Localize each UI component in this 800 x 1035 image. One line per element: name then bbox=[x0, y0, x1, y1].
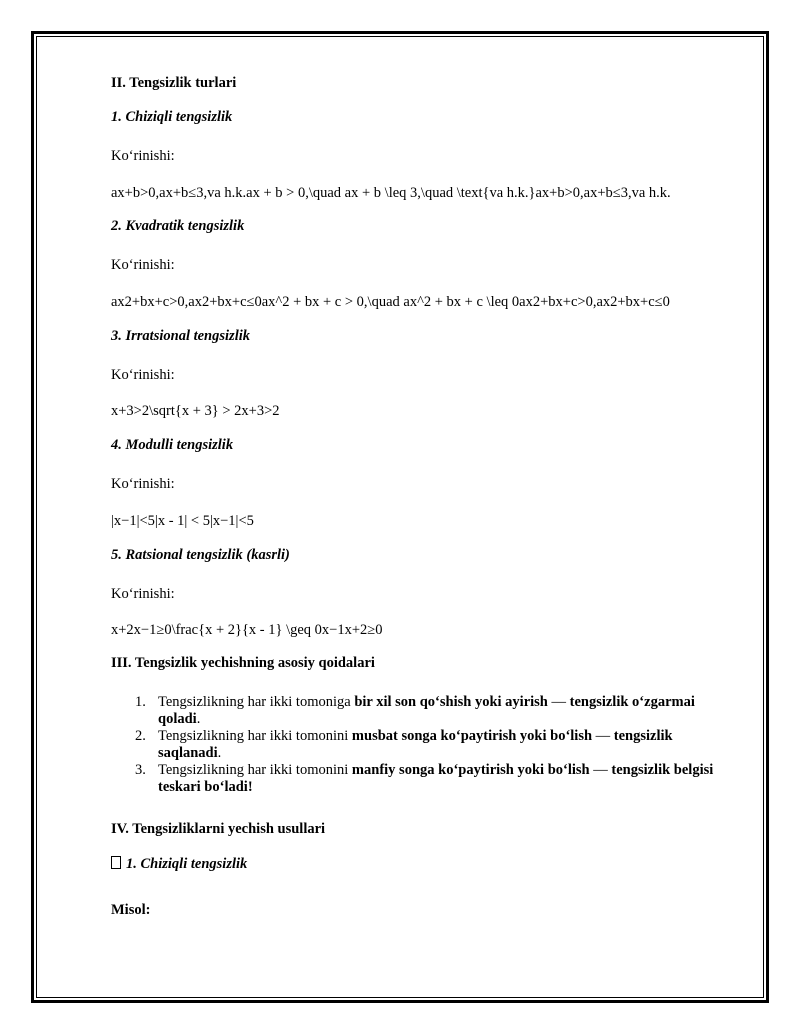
rule-result: tengsizlik o‘zgarmai qoladi bbox=[158, 694, 695, 727]
type-3-label: Ko‘rinishi: bbox=[111, 367, 175, 383]
section-2-heading: II. Tengsizlik turlari bbox=[111, 75, 237, 91]
rule-text: Tengsizlikning har ikki tomoniga bbox=[158, 694, 355, 710]
type-5-title: 5. Ratsional tengsizlik (kasrli) bbox=[111, 547, 290, 563]
rule-emphasis: manfiy songa ko‘paytirish yoki bo‘lish bbox=[351, 762, 590, 778]
type-3-formula: x+3>2\sqrt{x + 3} > 2x+3>2 bbox=[111, 403, 280, 419]
type-1-label: Ko‘rinishi: bbox=[111, 148, 175, 164]
type-4-title: 4. Modulli tengsizlik bbox=[111, 437, 234, 453]
example-label: Misol: bbox=[111, 902, 151, 918]
rule-dash: — bbox=[547, 694, 570, 710]
type-1-formula: ax+b>0,ax+b≤3,va h.k.ax + b > 0,\quad ax + b \leq 3,\quad \text{va h.k.}ax+b>0,ax+b≤3,va h.k. bbox=[111, 185, 671, 201]
rule-number: 2. bbox=[135, 728, 146, 744]
rule-dash: — bbox=[592, 728, 614, 744]
box-icon bbox=[111, 856, 121, 869]
type-5-formula: x+2x−1≥0\frac{x + 2}{x - 1} \geq 0x−1x+2≥0 bbox=[111, 622, 383, 638]
type-4-label: Ko‘rinishi: bbox=[111, 476, 175, 492]
type-1-title: 1. Chiziqli tengsizlik bbox=[111, 109, 233, 125]
rule-emphasis: musbat songa ko‘paytirish yoki bo‘lish bbox=[351, 728, 593, 744]
method-1-title-text: 1. Chiziqli tengsizlik bbox=[126, 856, 248, 872]
type-2-title: 2. Kvadratik tengsizlik bbox=[111, 218, 245, 234]
rule-result: tengsizlik belgisi teskari bo‘ladi! bbox=[158, 762, 714, 795]
rule-result: tengsizlik saqlanadi bbox=[158, 728, 673, 761]
section-4-heading: IV. Tengsizliklarni yechish usullari bbox=[111, 821, 326, 837]
rule-item bbox=[111, 694, 731, 728]
section-3-heading: III. Tengsizlik yechishning asosiy qoidalari bbox=[111, 655, 375, 671]
rule-end: . bbox=[217, 745, 222, 761]
rule-number: 3. bbox=[135, 762, 146, 778]
type-2-label: Ko‘rinishi: bbox=[111, 257, 175, 273]
rule-text: Tengsizlikning har ikki tomonini bbox=[158, 762, 352, 778]
rule-end: . bbox=[196, 711, 201, 727]
rule-item bbox=[111, 728, 731, 762]
type-3-title: 3. Irratsional tengsizlik bbox=[111, 328, 250, 344]
rules-list bbox=[111, 694, 731, 796]
rule-text: Tengsizlikning har ikki tomonini bbox=[158, 728, 352, 744]
rule-item bbox=[111, 762, 731, 796]
rule-emphasis: bir xil son qo‘shish yoki ayirish bbox=[354, 694, 548, 710]
type-5-label: Ko‘rinishi: bbox=[111, 586, 175, 602]
rule-dash: — bbox=[589, 762, 612, 778]
rule-number: 1. bbox=[135, 694, 146, 710]
type-2-formula: ax2+bx+c>0,ax2+bx+c≤0ax^2 + bx + c > 0,\quad ax^2 + bx + c \leq 0ax2+bx+c>0,ax2+bx+c≤0 bbox=[111, 294, 670, 310]
method-1-title bbox=[111, 856, 247, 873]
type-4-formula: |x−1|<5|x - 1| < 5|x−1|<5 bbox=[111, 513, 254, 529]
